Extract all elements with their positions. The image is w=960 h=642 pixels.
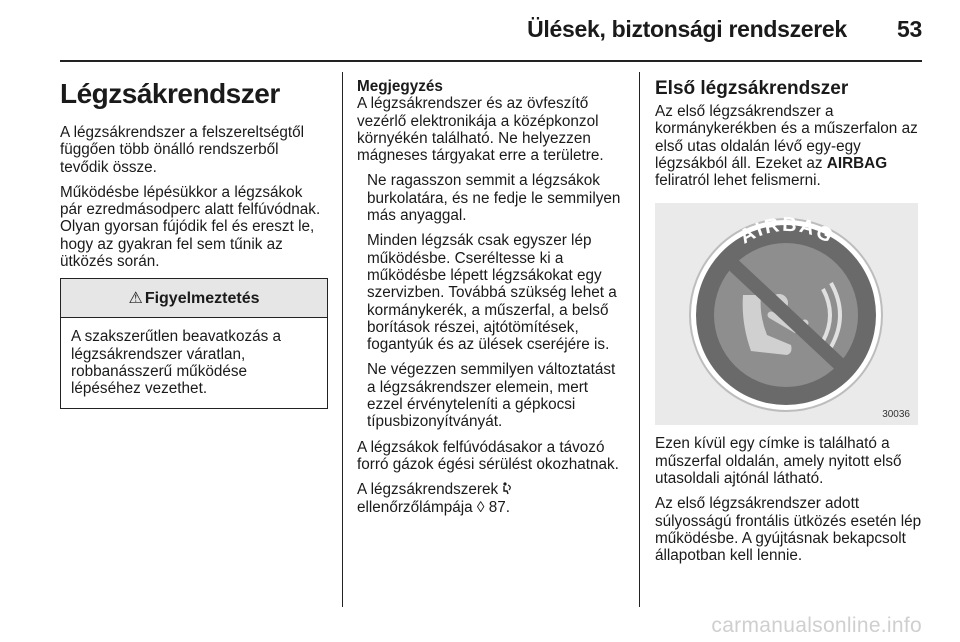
column-2 xyxy=(357,78,627,524)
airbag-warning-figure xyxy=(655,203,918,425)
column-3 xyxy=(655,78,925,573)
section-heading: Légzsákrendszer xyxy=(60,78,280,109)
note-paragraph: Ne végezzen semmilyen változtatást a légzsákrendszer elemein, mert ezzel érvényteleníti a gépkocsi típusbizonyítványát. xyxy=(367,361,616,431)
paragraph: Működésbe lépésükkor a légzsákok pár ezredmásodperc alatt felfúvódnak. Olyan gyorsan fújódik fel és ereszt le, hogy az gyakran fel sem tűnik az ütközés során. xyxy=(60,183,321,271)
warning-triangle-icon: ⚠ xyxy=(128,289,143,307)
note-paragraph: Minden légzsák csak egyszer lép működésbe. Cseréltesse ki a működésbe lépett légzsákokat egy szervizben. Továbbá szükség lehet a kormánykerék, a műszerfal, a belső borítások részei, ajtótömítések, fogantyúk és az ülések cseréjére is. xyxy=(367,232,617,354)
indicator-suffix: ellenőrzőlámpája xyxy=(357,498,473,516)
note-paragraph: A légzsákrendszer és az övfeszítő vezérlő elektronikája a középkonzol környékén található. Ne helyezzen mágneses tárgyakat erre a területre. xyxy=(357,95,604,165)
warning-box xyxy=(60,278,328,408)
note-paragraph: Ne ragasszon semmit a légzsákok burkolatára, és ne fedje le semmilyen más anyaggal. xyxy=(367,172,621,225)
column-1 xyxy=(60,78,328,409)
warning-title: Figyelmeztetés xyxy=(144,289,260,307)
paragraph: Az első légzsákrendszer adott súlyosságú frontális ütközés esetén lép működésbe. A gyújtásnak bekapcsolt állapotban kell lennie. xyxy=(655,495,922,565)
paragraph: A légzsákok felfúvódásakor a távozó forró gázok égési sérülést okozhatnak. xyxy=(357,438,619,473)
page-number: 53 xyxy=(897,16,922,42)
page-header xyxy=(527,16,922,43)
airbag-label-text: AIRBAG xyxy=(826,154,888,172)
indicator-prefix: A légzsákrendszerek xyxy=(357,481,499,499)
warning-header xyxy=(61,279,327,318)
indicator-paragraph xyxy=(357,481,627,516)
warning-text: A szakszerűtlen beavatkozás a légzsákrendszer váratlan, robbanásszerű működése lépéséhez vezethet. xyxy=(71,328,282,398)
reference-link[interactable]: 87. xyxy=(488,498,510,516)
figure-number: 30036 xyxy=(882,409,910,421)
column-divider-1 xyxy=(342,72,343,607)
paragraph: A légzsákrendszer a felszereltségtől függően több önálló rendszerből tevődik össze. xyxy=(60,124,305,176)
no-child-seat-airbag-icon xyxy=(655,203,918,425)
section-heading: Első légzsákrendszer xyxy=(655,78,849,99)
watermark: carmanualsonline.info xyxy=(711,614,922,637)
airbag-indicator-icon xyxy=(502,482,513,495)
paragraph-text-end: feliratról lehet felismerni. xyxy=(655,172,821,190)
column-divider-2 xyxy=(639,72,640,607)
paragraph xyxy=(655,103,925,189)
note-title: Megjegyzés xyxy=(357,78,443,95)
page-title: Ülések, biztonsági rendszerek xyxy=(527,16,847,42)
reference-arrow: ◊ xyxy=(476,498,485,516)
paragraph: Ezen kívül egy címke is található a műszerfal oldalán, amely nyitott első utasoldali ajtónál látható. xyxy=(655,435,902,488)
paragraph-text: Az első légzsákrendszer a kormánykerékben és a műszerfalon az első utas oldalán lévő egy-egy légzsákból áll. Ezeket az xyxy=(655,103,918,172)
figure-airbag-text: AIRBAG xyxy=(735,214,839,250)
header-rule xyxy=(60,60,922,62)
